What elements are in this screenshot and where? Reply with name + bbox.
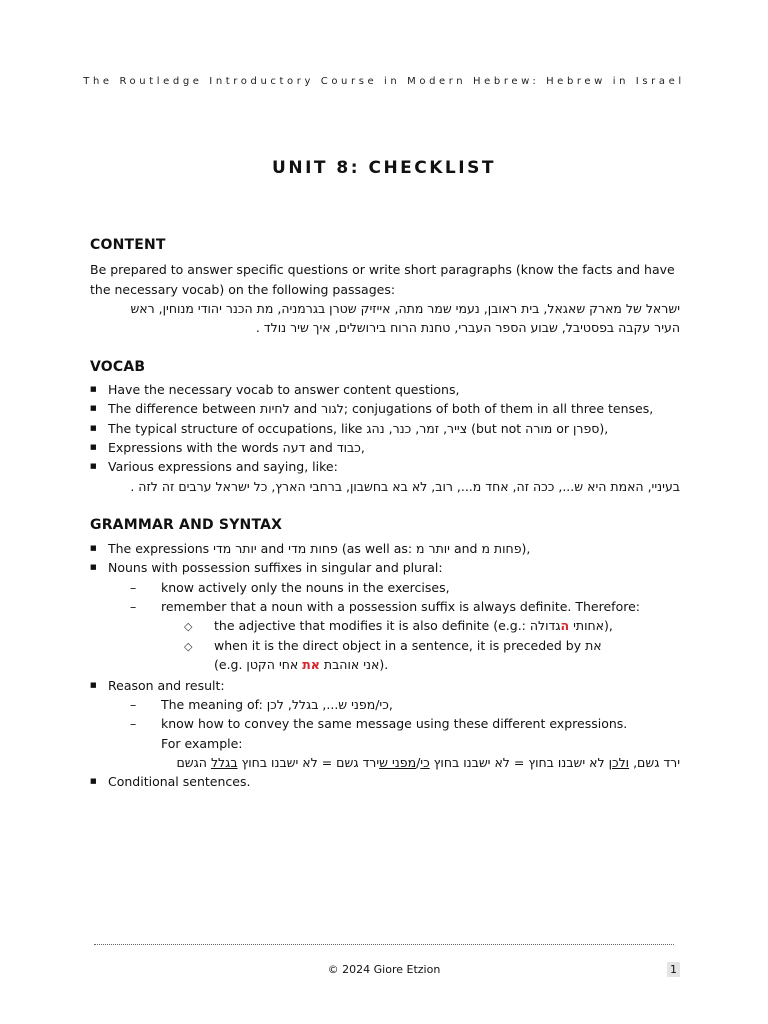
for-example-label: For example: [161, 736, 243, 751]
list-item: ■ Conditional sentences. [90, 774, 251, 789]
running-header: The Routledge Introductory Course in Modern Hebrew: Hebrew in Israel [83, 76, 685, 87]
sub-list-item: – know actively only the nouns in the exercises, [130, 580, 450, 595]
list-item: ■ Various expressions and saying, like: [90, 459, 338, 474]
direct-object-example: (e.g. אני אוהבת את אחי הקטן ). [214, 657, 389, 672]
list-item: ■ Nouns with possession suffixes in singular and plural: [90, 560, 443, 575]
page-title: UNIT 8: CHECKLIST [272, 158, 496, 178]
sayings-line: בעיניי, האמת היא ש..., ככה זה, אחד מ..., רוב, לא בא בחשבון, ברחבי הארץ, כל ישראל ערבים זה לזה . [130, 479, 680, 494]
list-item: ■ Reason and result: [90, 678, 225, 693]
sub-sub-list-item: ◇ when it is the direct object in a sentence, it is preceded by את [184, 638, 602, 653]
sub-list-item: – The meaning of: כי/מפני ש..., בגלל, לכן, [130, 697, 393, 712]
list-item: ■ Expressions with the words דעה and כבוד, [90, 440, 365, 455]
content-intro-line2: the necessary vocab) on the following passages: [90, 282, 396, 297]
vocab-heading: VOCAB [90, 359, 146, 375]
content-intro-line1: Be prepared to answer specific questions or write short paragraphs (know the facts and have [90, 262, 675, 277]
list-item: ■ The typical structure of occupations, like צייר, זמר, כנר, נהג (but not מורה or ספרן), [90, 421, 609, 436]
copyright-text: © 2024 Giore Etzion [327, 963, 441, 976]
list-item: ■ Have the necessary vocab to answer content questions, [90, 382, 460, 397]
page-number: 1 [667, 962, 680, 977]
sub-list-item: – know how to convey the same message using these different expressions. [130, 716, 628, 731]
passages-line2: העיר עקבה בפסטיבל, שבוע הספר העברי, טחנת הרוח בירושלים, איך שיר נולד . [255, 320, 680, 335]
content-heading: CONTENT [90, 237, 166, 253]
reason-result-example: ירד גשם, ולכן לא ישבנו בחוץ = לא ישבנו בחוץ כי/מפני שירד גשם = לא ישבנו בחוץ בגלל הגשם [176, 755, 680, 770]
definite-article-highlight: ה [560, 618, 570, 633]
grammar-heading: GRAMMAR AND SYNTAX [90, 517, 283, 533]
sub-sub-list-item: ◇ the adjective that modifies it is also definite (e.g.: אחותי הגדולה ), [184, 618, 613, 633]
footer-divider [94, 944, 674, 945]
et-highlight: את [302, 657, 320, 672]
list-item: ■ The expressions יותר מדי and פחות מדי (as well as: יותר מ and פחות מ), [90, 541, 531, 556]
passages-line1: ישראל של מארק שאגאל, בית ראובן, נעמי שמר מתה, אייזיק שטרן בגרמניה, מת הכנר יהודי מנוחין, ראש [130, 301, 680, 316]
list-item: ■ The difference between לחיות and לגור; conjugations of both of them in all three tenses, [90, 401, 654, 416]
sub-list-item: – remember that a noun with a possession suffix is always definite. Therefore: [130, 599, 640, 614]
